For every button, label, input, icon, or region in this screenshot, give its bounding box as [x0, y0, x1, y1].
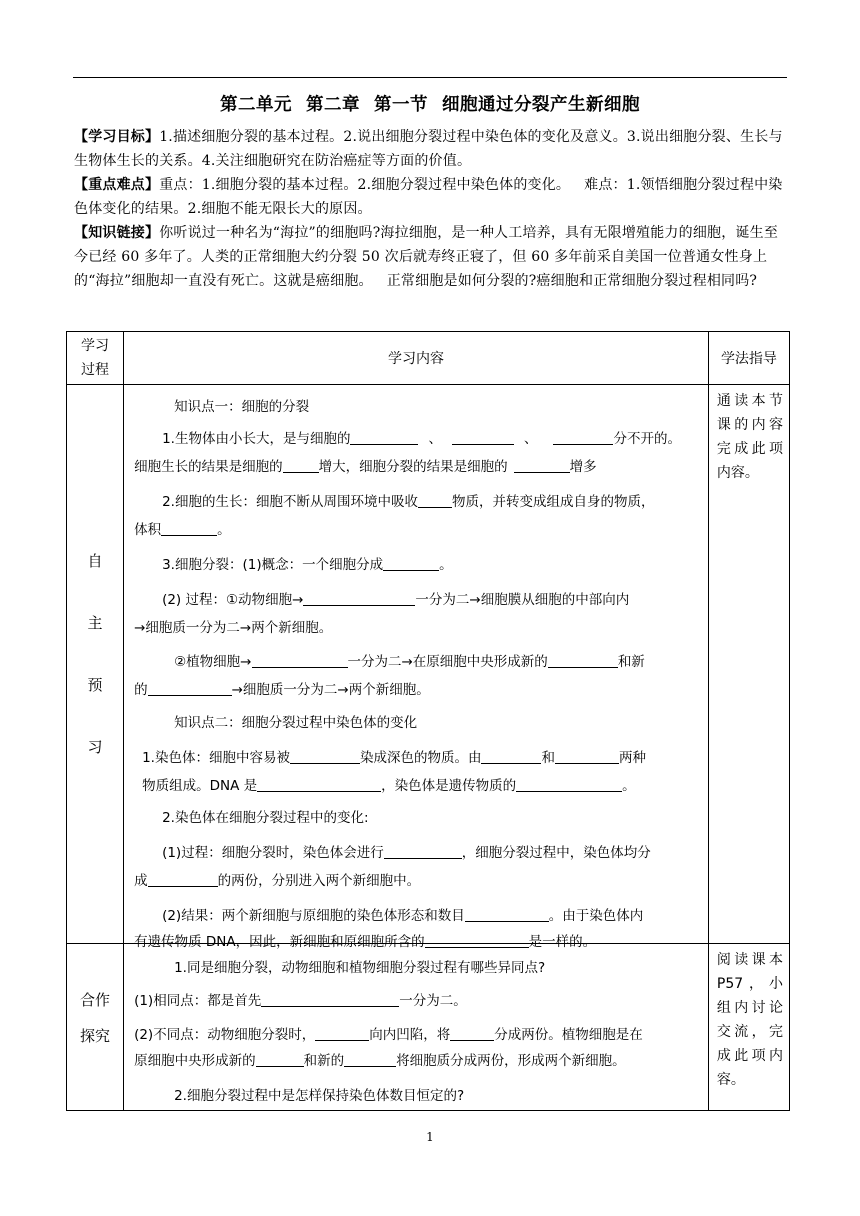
- blank[interactable]: [303, 591, 415, 606]
- header-guide: 学法指导: [708, 332, 789, 385]
- q2-line1: 2.细胞的生长：细胞不断从周围环境中吸收 物质，并转变成组成自身的物质，: [162, 494, 655, 510]
- blank[interactable]: [383, 556, 439, 571]
- blank[interactable]: [481, 749, 541, 764]
- header-content: 学习内容: [124, 332, 709, 385]
- blank[interactable]: [290, 749, 360, 764]
- study-table: [66, 331, 790, 1111]
- blank[interactable]: [452, 430, 514, 445]
- q3-animal-line1: (2) 过程：①动物细胞→ 一分为二→细胞膜从细胞的中部向内: [162, 592, 630, 608]
- difficult-text: 难点：1.领悟细胞分裂过程中染色体变化的结果。2.细胞不能无限长大的原因。: [74, 177, 783, 217]
- q3-plant-line1: ②植物细胞→ 一分为二→在原细胞中央形成新的 和新: [174, 654, 645, 670]
- c1: 1.同是细胞分裂，动物细胞和植物细胞分裂过程有哪些异同点?: [174, 960, 546, 976]
- side-label-self-study: 自 主 预 习: [67, 385, 124, 944]
- self-study-guide: 通读本节课的内容完成此项内容。: [708, 385, 789, 944]
- blank[interactable]: [514, 458, 570, 473]
- q5-result-line1: (2)结果：两个新细胞与原细胞的染色体形态和数目 。由于染色体内: [162, 908, 644, 924]
- goals-label: 【学习目标】: [74, 129, 160, 145]
- blank[interactable]: [350, 430, 418, 445]
- blank[interactable]: [148, 681, 232, 696]
- top-rule: [73, 77, 787, 78]
- blank[interactable]: [148, 872, 218, 887]
- page-number: 1: [426, 1130, 434, 1144]
- blank[interactable]: [261, 992, 399, 1007]
- blank[interactable]: [315, 1026, 369, 1041]
- q5-result-line2: 有遗传物质 DNA，因此，新细胞和原细胞所含的 是一样的。: [134, 934, 597, 950]
- q3-animal-line2: →细胞质一分为二→两个新细胞。: [134, 620, 333, 636]
- blank[interactable]: [283, 458, 319, 473]
- q3-concept: 3.细胞分裂：(1)概念：一个细胞分成 。: [162, 557, 453, 573]
- cooperation-guide: 阅读课本 P57，小组内讨论交流，完成此项内容。: [708, 944, 789, 1111]
- keypoints-text: 重点：1.细胞分裂的基本过程。2.细胞分裂过程中染色体的变化。: [159, 177, 571, 193]
- kp1-title: 知识点一：细胞的分裂: [174, 399, 310, 415]
- learning-goals: [74, 125, 790, 173]
- title-section: 第一节: [374, 95, 428, 115]
- blank[interactable]: [450, 1026, 494, 1041]
- table-header-row: [67, 332, 790, 385]
- keypoints-label: 【重点难点】: [74, 177, 160, 193]
- side-label-cooperation: 合作 探究: [67, 944, 124, 1111]
- blank[interactable]: [553, 430, 613, 445]
- blank[interactable]: [516, 777, 622, 792]
- link-text: 你听说过一种名为“海拉”的细胞吗?海拉细胞，是一种人工培养，具有无限增殖能力的细胞，诞生至今已经 60 多年了。人类的正常细胞大约分裂 50 次后就寿终正寝了，但 60 多年前采自美国一位普通女性身上的“海拉”细胞却一直没有死亡。这就是癌细胞。: [74, 225, 779, 289]
- title-name: 细胞通过分裂产生新细胞: [442, 95, 640, 115]
- blank[interactable]: [257, 777, 381, 792]
- q4-line2: 物质组成。DNA 是 ，染色体是遗传物质的 。: [142, 778, 636, 794]
- goals-text: 1.描述细胞分裂的基本过程。2.说出细胞分裂过程中染色体的变化及意义。3.说出细胞分裂、生长与生物体生长的关系。4.关注细胞研究在防治癌症等方面的价值。: [74, 129, 783, 169]
- q1-line1: 1.生物体由小长大，是与细胞的 、 、 分不开的。: [162, 431, 681, 447]
- intro-block: [74, 125, 790, 293]
- blank[interactable]: [418, 493, 452, 508]
- c4: 2.细胞分裂过程中是怎样保持染色体数目恒定的?: [174, 1088, 465, 1104]
- blank[interactable]: [252, 653, 348, 668]
- blank[interactable]: [344, 1052, 396, 1067]
- link-label: 【知识链接】: [74, 225, 160, 241]
- blank[interactable]: [548, 653, 618, 668]
- q5-process-line1: (1)过程：细胞分裂时，染色体会进行 ，细胞分裂过程中，染色体均分: [162, 845, 651, 861]
- kp2-title: 知识点二：细胞分裂过程中染色体的变化: [174, 715, 418, 731]
- page-title: [0, 91, 860, 116]
- self-study-content: [124, 385, 709, 950]
- q5-process-line2: 成 的两份，分别进入两个新细胞中。: [134, 873, 421, 889]
- q4-line1: 1.染色体：细胞中容易被 染成深色的物质。由 和 两种: [142, 750, 646, 766]
- key-points: [74, 173, 790, 221]
- blank[interactable]: [256, 1052, 304, 1067]
- table-row-cooperation: [67, 944, 790, 1111]
- c2: (1)相同点：都是首先 一分为二。: [134, 993, 467, 1009]
- q2-line2: 体积 。: [134, 522, 231, 538]
- header-process: 学习 过程: [67, 332, 124, 385]
- blank[interactable]: [161, 521, 217, 536]
- blank[interactable]: [384, 844, 462, 859]
- blank[interactable]: [555, 749, 619, 764]
- title-unit: 第二单元: [220, 95, 292, 115]
- blank[interactable]: [465, 907, 549, 922]
- knowledge-link: [74, 221, 790, 293]
- c3-line2: 原细胞中央形成新的 和新的 将细胞质分成两份，形成两个新细胞。: [134, 1053, 626, 1069]
- c3-line1: (2)不同点：动物细胞分裂时， 向内凹陷，将 分成两份。植物细胞是在: [134, 1027, 643, 1043]
- q1-line2: 细胞生长的结果是细胞的 增大，细胞分裂的结果是细胞的 增多: [134, 459, 597, 475]
- q3-plant-line2: 的 →细胞质一分为二→两个新细胞。: [134, 682, 430, 698]
- link-text-2: 正常细胞是如何分裂的?癌细胞和正常细胞分裂过程相同吗?: [386, 273, 758, 289]
- q5-title: 2.染色体在细胞分裂过程中的变化:: [162, 810, 369, 826]
- title-chapter: 第二章: [306, 95, 360, 115]
- cooperation-content: [124, 944, 709, 1111]
- table-row-self-study: [67, 385, 790, 944]
